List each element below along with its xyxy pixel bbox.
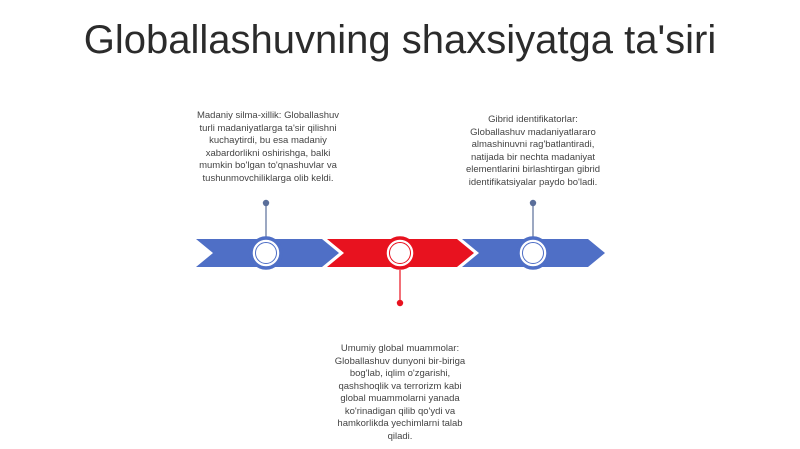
connector-dot-3 [530,200,536,206]
timeline-note-3: Gibrid identifikatorlar: Globallashuv madaniyatlararo almashinuvni rag'batlantiradi, natijada bir nechta madaniyat elementlarini birlashtirgan gibrid identifikatsiyalar paydo bo'ladi. [465,114,601,188]
timeline-note-1: Madaniy silma-xillik: Globallashuv turli madaniyatlarga ta'sir qilishni kuchaytirdi, bu esa madaniy xabardorlikni oshirishga, balki mumkin bo'lgan to'qnashuvlar va tushunmovchiliklarga olib keldi. [196,110,340,184]
timeline-marker-2-center [390,243,411,264]
timeline-note-2: Umumiy global muammolar: Globallashuv dunyoni bir-biriga bog'lab, iqlim o'zgarishi, qashshoqlik va terrorizm kabi global muammolarni yanada ko'rinadigan qilib qo'ydi va hamkorlikda yechimlarni talab qiladi. [334,343,466,442]
connector-dot-1 [263,200,269,206]
slide-title: Globallashuvning shaxsiyatga ta'siri [83,18,717,62]
connector-dot-2 [397,300,403,306]
timeline-marker-1-center [256,243,277,264]
timeline-marker-3-center [523,243,544,264]
